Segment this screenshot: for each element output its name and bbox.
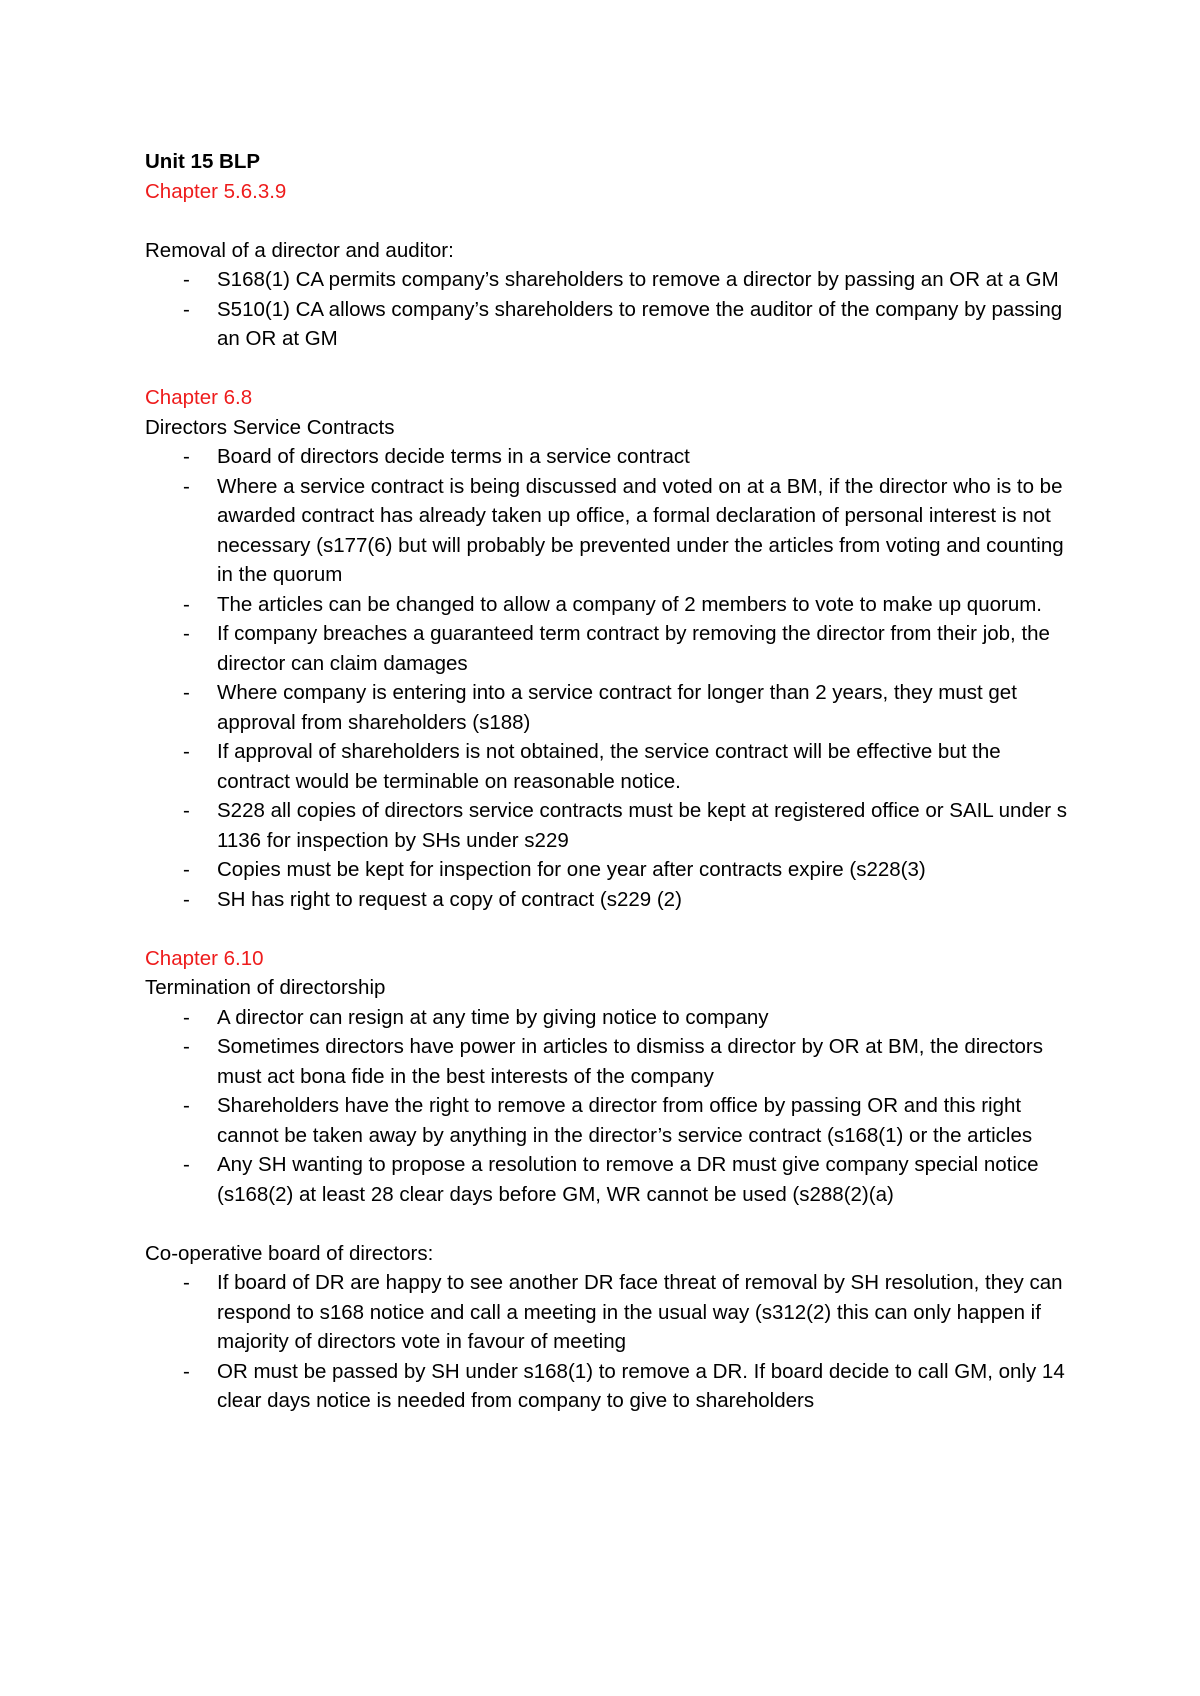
document-page (145, 147, 1075, 1416)
dash-bullet: - (183, 622, 190, 645)
list-item (145, 1091, 1075, 1150)
section-cooperative-board (145, 1239, 1075, 1416)
section-subheading: Directors Service Contracts (145, 415, 395, 439)
section-subheading: Co-operative board of directors: (145, 1241, 434, 1265)
bullet-list (145, 442, 1075, 914)
bullet-list (145, 1268, 1075, 1416)
dash-bullet: - (183, 1359, 190, 1383)
dash-bullet: - (183, 445, 190, 468)
dash-bullet: - (183, 1094, 190, 1117)
list-item-text: Sometimes directors have power in articles to dismiss a director by OR at BM, the directors must act bona fide in the best interests of the company (217, 1035, 1043, 1088)
list-item (145, 1268, 1075, 1357)
list-item-text: Copies must be kept for inspection for one year after contracts expire (s228(3) (217, 858, 926, 881)
list-item-text: If board of DR are happy to see another DR face threat of removal by SH resolution, they can respond to s168 notice and call a meeting in the usual way (s312(2) this can only happen if majority of directors vote in favour of meeting (217, 1271, 1063, 1353)
section-subheading: Removal of a director and auditor: (145, 238, 454, 262)
list-item-text: Any SH wanting to propose a resolution to remove a DR must give company special notice (s168(2) at least 28 clear days before GM, WR cannot be used (s288(2)(a) (217, 1153, 1039, 1206)
list-item-text: S510(1) CA allows company’s shareholders to remove the auditor of the company by passing an OR at GM (217, 297, 1063, 350)
chapter-heading: Chapter 6.10 (145, 946, 264, 970)
list-item-text: Where company is entering into a service contract for longer than 2 years, they must get approval from shareholders (s188) (217, 681, 1017, 734)
dash-bullet: - (183, 1005, 190, 1029)
list-item (145, 796, 1075, 855)
list-item (145, 472, 1075, 590)
dash-bullet: - (183, 1271, 190, 1294)
dash-bullet: - (183, 592, 190, 616)
blank-line (145, 354, 1075, 384)
list-item (145, 619, 1075, 678)
list-item (145, 442, 1075, 472)
blank-line (145, 206, 1075, 236)
bullet-list (145, 265, 1075, 354)
chapter-heading: Chapter 6.8 (145, 386, 253, 409)
list-item (145, 590, 1075, 620)
blank-line (145, 914, 1075, 944)
list-item (145, 1357, 1075, 1416)
dash-bullet: - (183, 799, 190, 822)
list-item-text: Shareholders have the right to remove a director from office by passing OR and this right cannot be taken away by anything in the director’s service contract (s168(1) or the articles (217, 1094, 1033, 1147)
dash-bullet: - (183, 887, 190, 911)
list-item (145, 1032, 1075, 1091)
dash-bullet: - (183, 1035, 190, 1058)
unit-title: Unit 15 BLP (145, 150, 261, 173)
dash-bullet: - (183, 681, 190, 704)
dash-bullet: - (183, 268, 190, 291)
list-item (145, 1150, 1075, 1209)
section-termination (145, 944, 1075, 1210)
list-item-text: Where a service contract is being discussed and voted on at a BM, if the director who is to be awarded contract has already taken up office, a formal declaration of personal interest is not necessary (s177(6) but will probably be prevented under the articles from voting and counting in the quorum (217, 474, 1064, 586)
dash-bullet: - (183, 1153, 190, 1176)
list-item (145, 855, 1075, 885)
section-service-contracts (145, 383, 1075, 914)
list-item-text: The articles can be changed to allow a company of 2 members to vote to make up quorum. (217, 592, 1042, 616)
dash-bullet: - (183, 858, 190, 881)
list-item-text: If approval of shareholders is not obtained, the service contract will be effective but the contract would be terminable on reasonable notice. (217, 740, 1001, 793)
section-removal (145, 177, 1075, 354)
list-item-text: A director can resign at any time by giving notice to company (217, 1005, 769, 1029)
bullet-list (145, 1003, 1075, 1210)
list-item (145, 737, 1075, 796)
list-item (145, 295, 1075, 354)
list-item (145, 1003, 1075, 1033)
dash-bullet: - (183, 297, 190, 321)
chapter-heading: Chapter 5.6.3.9 (145, 179, 287, 203)
dash-bullet: - (183, 740, 190, 763)
list-item (145, 265, 1075, 295)
list-item-text: OR must be passed by SH under s168(1) to remove a DR. If board decide to call GM, only 14 clear days notice is needed from company to give to shareholders (217, 1359, 1065, 1412)
list-item (145, 885, 1075, 915)
list-item-text: S168(1) CA permits company’s shareholders to remove a director by passing an OR at a GM (217, 268, 1059, 291)
blank-line (145, 1209, 1075, 1239)
list-item-text: If company breaches a guaranteed term contract by removing the director from their job, the director can claim damages (217, 622, 1050, 675)
list-item-text: S228 all copies of directors service contracts must be kept at registered office or SAIL under s 1136 for inspection by SHs under s229 (217, 799, 1068, 852)
list-item-text: Board of directors decide terms in a service contract (217, 445, 690, 468)
section-subheading: Termination of directorship (145, 976, 386, 999)
dash-bullet: - (183, 474, 190, 498)
list-item (145, 678, 1075, 737)
list-item-text: SH has right to request a copy of contract (s229 (2) (217, 887, 682, 911)
